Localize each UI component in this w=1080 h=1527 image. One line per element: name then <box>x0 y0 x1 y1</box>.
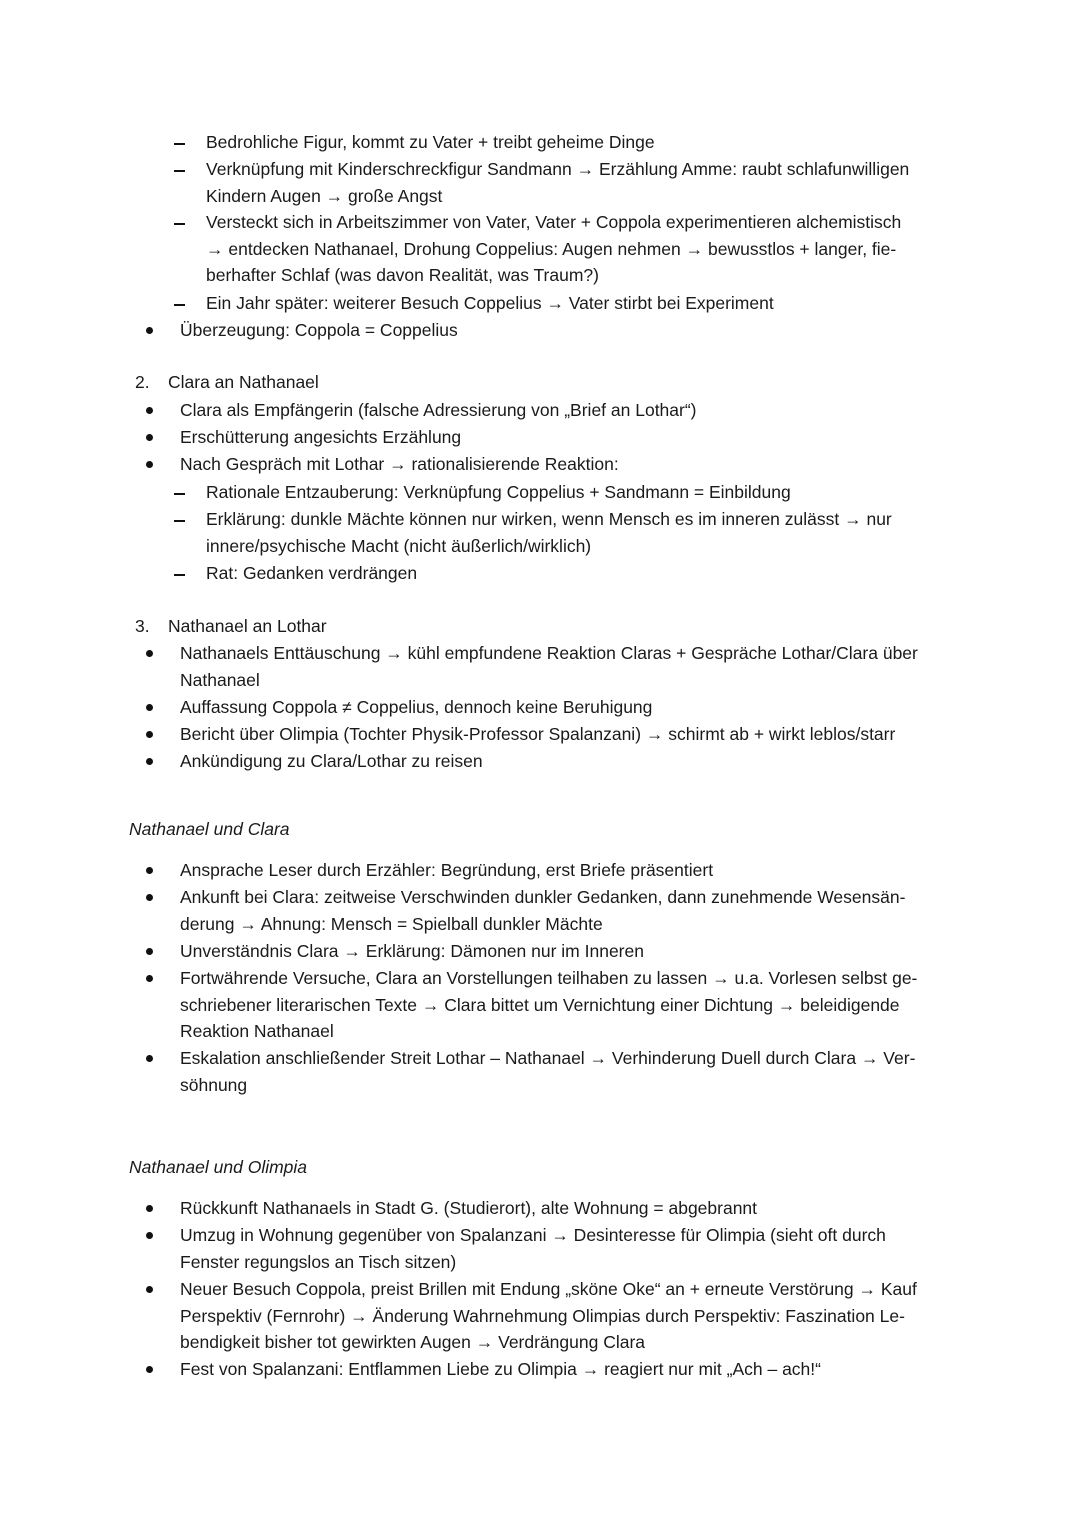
bullet-marker <box>146 1205 153 1212</box>
section-title: Clara an Nathanael <box>168 372 319 392</box>
bullet-item-text: Nathanael <box>180 670 260 690</box>
section-number: 2. <box>135 372 150 392</box>
bullet-marker <box>146 704 153 711</box>
section-heading: Nathanael und Clara <box>129 819 290 839</box>
bullet-item-text: Auffassung Coppola ≠ Coppelius, dennoch keine Beruhigung <box>180 697 653 717</box>
bullet-marker <box>146 650 153 657</box>
dash-marker <box>174 223 185 225</box>
dash-item-text: Bedrohliche Figur, kommt zu Vater + treibt geheime Dinge <box>206 132 655 152</box>
bullet-item-text: Neuer Besuch Coppola, preist Brillen mit Endung „sköne Oke“ an + erneute Verstörung → Kauf <box>180 1279 917 1299</box>
bullet-item-text: derung → Ahnung: Mensch = Spielball dunkler Mächte <box>180 914 603 934</box>
dash-item-text: Kindern Augen → große Angst <box>206 186 443 206</box>
dash-marker <box>174 304 185 306</box>
bullet-marker <box>146 731 153 738</box>
bullet-marker <box>146 1055 153 1062</box>
bullet-marker <box>146 1232 153 1239</box>
dash-item-text: → entdecken Nathanael, Drohung Coppelius: Augen nehmen → bewusstlos + langer, fie- <box>206 239 897 259</box>
bullet-marker <box>146 1366 153 1373</box>
bullet-item-text: Ansprache Leser durch Erzähler: Begründung, erst Briefe präsentiert <box>180 860 714 880</box>
bullet-item-text: bendigkeit bisher tot gewirkten Augen → Verdrängung Clara <box>180 1332 646 1352</box>
dash-marker <box>174 493 185 495</box>
bullet-marker <box>146 758 153 765</box>
dash-item-text: Verknüpfung mit Kinderschreckfigur Sandmann → Erzählung Amme: raubt schlafunwilligen <box>206 159 910 179</box>
bullet-marker <box>146 894 153 901</box>
bullet-item-text: Fest von Spalanzani: Entflammen Liebe zu Olimpia → reagiert nur mit „Ach – ach!“ <box>180 1359 821 1379</box>
bullet-item-text: Nach Gespräch mit Lothar → rationalisierende Reaktion: <box>180 454 619 474</box>
dash-item-text: berhafter Schlaf (was davon Realität, was Traum?) <box>206 265 599 285</box>
bullet-item-text: Ankündigung zu Clara/Lothar zu reisen <box>180 751 483 771</box>
bullet-marker <box>146 434 153 441</box>
section-heading: Nathanael und Olimpia <box>129 1157 308 1177</box>
bullet-item-text: Umzug in Wohnung gegenüber von Spalanzani → Desinteresse für Olimpia (sieht oft durch <box>180 1225 886 1245</box>
section-number: 3. <box>135 616 150 636</box>
bullet-marker <box>146 975 153 982</box>
bullet-item-text: Überzeugung: Coppola = Coppelius <box>180 320 458 340</box>
dash-item-text: Versteckt sich in Arbeitszimmer von Vater, Vater + Coppola experimentieren alchemistisch <box>206 212 902 232</box>
bullet-marker <box>146 407 153 414</box>
bullet-marker <box>146 948 153 955</box>
bullet-item-text: Unverständnis Clara → Erklärung: Dämonen nur im Inneren <box>180 941 644 961</box>
bullet-item-text: Erschütterung angesichts Erzählung <box>180 427 462 447</box>
bullet-item-text: söhnung <box>180 1075 248 1095</box>
bullet-item-text: Rückkunft Nathanaels in Stadt G. (Studierort), alte Wohnung = abgebrannt <box>180 1198 758 1218</box>
dash-marker <box>174 574 185 576</box>
bullet-item-text: Ankunft bei Clara: zeitweise Verschwinden dunkler Gedanken, dann zunehmende Wesensän- <box>180 887 906 907</box>
bullet-item-text: Bericht über Olimpia (Tochter Physik-Professor Spalanzani) → schirmt ab + wirkt leblos/starr <box>180 724 896 744</box>
dash-item-text: Ein Jahr später: weiterer Besuch Coppelius → Vater stirbt bei Experiment <box>206 293 774 313</box>
dash-marker <box>174 520 185 522</box>
dash-item-text: innere/psychische Macht (nicht äußerlich/wirklich) <box>206 536 592 556</box>
bullet-item-text: schriebener literarischen Texte → Clara bittet um Vernichtung einer Dichtung → beleidigende <box>180 995 900 1015</box>
bullet-item-text: Nathanaels Enttäuschung → kühl empfundene Reaktion Claras + Gespräche Lothar/Clara über <box>180 643 918 663</box>
section-title: Nathanael an Lothar <box>168 616 327 636</box>
dash-marker <box>174 170 185 172</box>
dash-marker <box>174 143 185 145</box>
bullet-item-text: Fenster regungslos an Tisch sitzen) <box>180 1252 457 1272</box>
dash-item-text: Rationale Entzauberung: Verknüpfung Coppelius + Sandmann = Einbildung <box>206 482 791 502</box>
dash-item-text: Erklärung: dunkle Mächte können nur wirken, wenn Mensch es im inneren zulässt → nur <box>206 509 892 529</box>
bullet-item-text: Eskalation anschließender Streit Lothar – Nathanael → Verhinderung Duell durch Clara → Ver- <box>180 1048 916 1068</box>
bullet-item-text: Reaktion Nathanael <box>180 1021 334 1041</box>
bullet-marker <box>146 1286 153 1293</box>
bullet-marker <box>146 461 153 468</box>
bullet-item-text: Perspektiv (Fernrohr) → Änderung Wahrnehmung Olimpias durch Perspektiv: Faszination Le- <box>180 1306 905 1326</box>
bullet-item-text: Clara als Empfängerin (falsche Adressierung von „Brief an Lothar“) <box>180 400 697 420</box>
dash-item-text: Rat: Gedanken verdrängen <box>206 563 418 583</box>
bullet-marker <box>146 867 153 874</box>
bullet-item-text: Fortwährende Versuche, Clara an Vorstellungen teilhaben zu lassen → u.a. Vorlesen selbst ge- <box>180 968 918 988</box>
bullet-marker <box>146 327 153 334</box>
